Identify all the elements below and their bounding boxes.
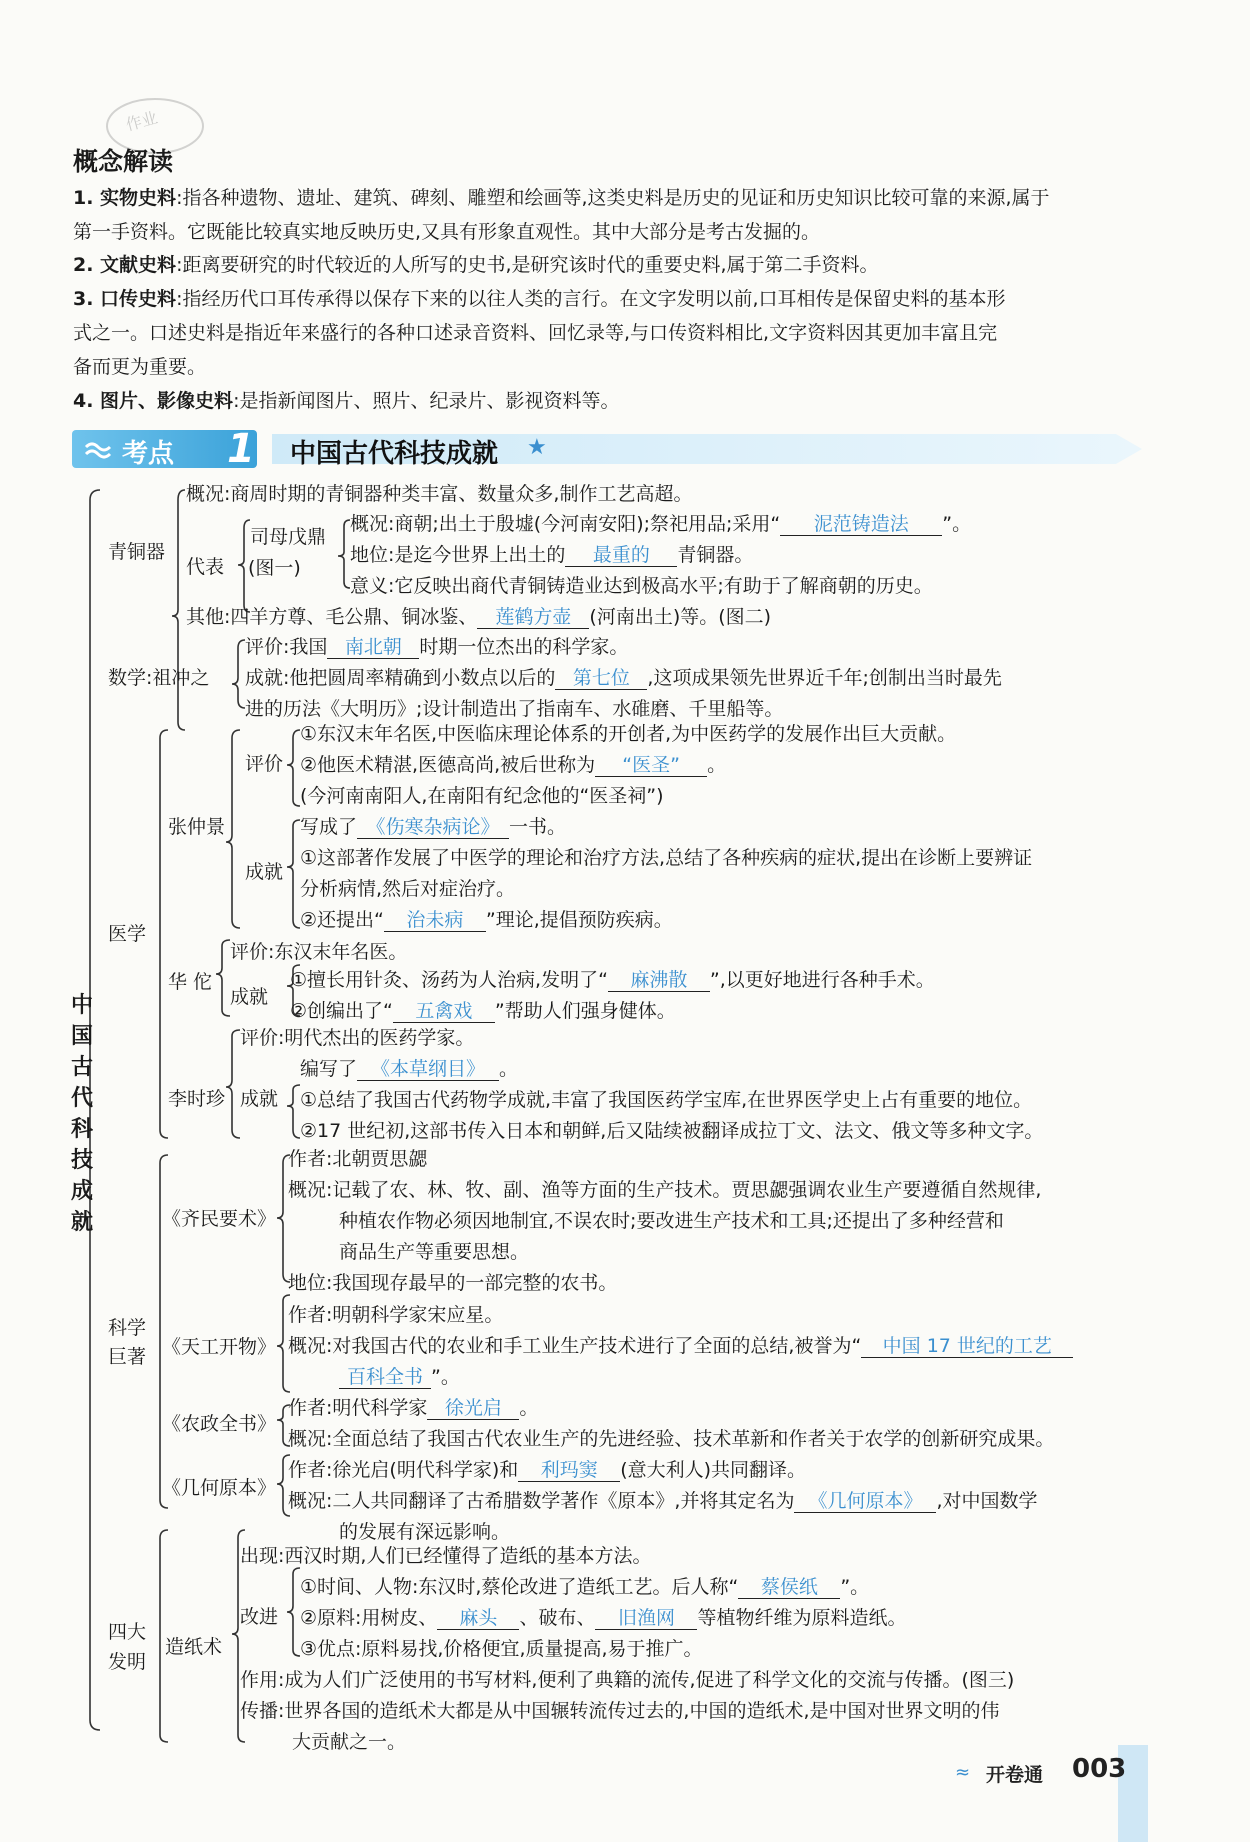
text: ”帮助人们强身健体。 — [494, 1000, 676, 1022]
text: ,这项成果领先世界近千年;创制出当时最先 — [647, 667, 1002, 689]
answer-blank: 最重的 — [565, 544, 677, 567]
answer-blank: 《伤寒杂病论》 — [357, 816, 509, 839]
concept-text: :是指新闻图片、照片、纪录片、影视资料等。 — [233, 390, 620, 412]
qimin-name: 《齐民要术》 — [162, 1208, 277, 1230]
bronze-other — [186, 605, 771, 629]
qimin-status: 地位:我国现存最早的一部完整的农书。 — [288, 1272, 618, 1294]
paper-spread-2: 大贡献之一。 — [292, 1731, 407, 1753]
answer-blank: 《本草纲目》 — [357, 1058, 499, 1081]
bronze-overview: 概况:商周时期的青铜器种类丰富、数量众多,制作工艺高超。 — [186, 483, 693, 505]
bronze-meaning: 意义:它反映出商代青铜铸造业达到极高水平;有助于了解商朝的历史。 — [350, 575, 933, 597]
paper-improve-3: ③优点:原料易找,价格便宜,质量提高,易于推广。 — [300, 1638, 703, 1660]
answer-blank: 利玛窦 — [518, 1459, 620, 1482]
svg-text:作业: 作业 — [123, 107, 160, 135]
page-number: 003 — [1072, 1754, 1127, 1784]
text: 其他:四羊方尊、毛公鼎、铜冰鉴、 — [186, 606, 478, 628]
banner-number: 1 — [227, 426, 255, 472]
text: 成就:他把圆周率精确到小数点以后的 — [245, 667, 556, 689]
hua-ach-1 — [290, 968, 935, 992]
li-ach-1: ①总结了我国古代药物学成就,丰富了我国医药学宝库,在世界医学史上占有重要的地位。 — [300, 1089, 1033, 1111]
answer-blank: “医圣” — [595, 754, 707, 777]
nongzheng-overview: 概况:全面总结了我国古代农业生产的先进经验、技术革新和作者关于农学的创新研究成果。 — [288, 1428, 1055, 1450]
jihe-overview-2: 的发展有深远影响。 — [339, 1521, 511, 1543]
answer-blank: 莲鹤方壶 — [477, 606, 589, 629]
paper-improve-2 — [300, 1606, 906, 1630]
text: 。 — [707, 754, 727, 776]
zhang-ach-0 — [300, 815, 566, 839]
tiangong-author: 作者:明朝科学家宋应星。 — [288, 1304, 504, 1326]
answer-blank: 治未病 — [384, 909, 486, 932]
text: 评价:我国 — [245, 636, 328, 658]
jihe-overview — [288, 1489, 1038, 1513]
text: ②还提出“ — [300, 909, 384, 931]
text: ②他医术精湛,医德高尚,被后世称为 — [300, 754, 596, 776]
text: 概况:商朝;出土于殷墟(今河南安阳);祭祀用品;采用“ — [350, 513, 781, 535]
text: ”,以更好地进行各种手术。 — [709, 969, 935, 991]
text: 写成了 — [300, 816, 358, 838]
math-achievement-line2: 进的历法《大明历》;设计制造出了指南车、水碓磨、千里船等。 — [245, 698, 784, 720]
tiangong-overview-2 — [339, 1365, 460, 1389]
text: ”。 — [942, 513, 972, 535]
hua-eval: 评价:东汉末年名医。 — [230, 941, 408, 963]
text: ,对中国数学 — [936, 1490, 1038, 1512]
text: 时期一位杰出的科学家。 — [419, 636, 629, 658]
text: 。 — [519, 1397, 539, 1419]
concept-term: 1. 实物史料 — [73, 187, 177, 209]
bronze-item-name: 司母戊鼎 — [250, 526, 327, 548]
jihe-author — [288, 1458, 806, 1482]
paper-improve-label: 改进 — [240, 1606, 279, 1628]
answer-blank: 五禽戏 — [393, 1000, 495, 1023]
jihe-name: 《几何原本》 — [162, 1477, 277, 1499]
banner-title: 中国古代科技成就 — [290, 439, 499, 469]
zhang-eval-label: 评价 — [245, 753, 284, 775]
text: 概况:对我国古代的农业和手工业生产技术进行了全面的总结,被誉为“ — [288, 1335, 862, 1357]
li-ach-2: ②17 世纪初,这部书传入日本和朝鲜,后又陆续被翻译成拉丁文、法文、俄文等多种文字。 — [300, 1120, 1044, 1142]
text: 作者:明代科学家 — [288, 1397, 428, 1419]
zhang-eval-1: ①东汉末年名医,中医临床理论体系的开创者,为中医药学的发展作出巨大贡献。 — [300, 723, 957, 745]
qimin-author: 作者:北朝贾思勰 — [288, 1148, 428, 1170]
text: 作者:徐光启(明代科学家)和 — [288, 1459, 519, 1481]
bronze-overview2 — [350, 512, 971, 536]
text: (意大利人)共同翻译。 — [620, 1459, 807, 1481]
qimin-overview-1: 概况:记载了农、林、牧、副、渔等方面的生产技术。贾思勰强调农业生产要遵循自然规律, — [288, 1179, 1042, 1201]
zhang-ach-1: ①这部著作发展了中医学的理论和治疗方法,总结了各种疾病的症状,提出在诊断上要辨证 — [300, 847, 1033, 869]
inventions-label-1: 四大 — [108, 1621, 147, 1643]
concept-text: :指各种遗物、遗址、建筑、碑刻、雕塑和绘画等,这类史料是历史的见证和历史知识比较可靠的来源,属于 — [176, 187, 1050, 209]
text: 、破布、 — [519, 1607, 596, 1629]
medicine-label: 医学 — [108, 923, 147, 945]
li-eval: 评价:明代杰出的医药学家。 — [240, 1027, 475, 1049]
concept-term: 3. 口传史料 — [73, 288, 177, 310]
text: ②原料:用树皮、 — [300, 1607, 438, 1629]
paper-name: 造纸术 — [165, 1636, 223, 1658]
concept-text: 式之一。口述史料是指近年来盛行的各种口述录音资料、回忆录等,与口传资料相比,文字资料因其更加丰富且完 — [73, 322, 998, 344]
text: ”。 — [840, 1576, 870, 1598]
vertical-title: 中国古代科技成就 — [70, 993, 93, 1235]
text: ①时间、人物:东汉时,蔡伦改进了造纸工艺。后人称“ — [300, 1576, 739, 1598]
text: 一书。 — [509, 816, 567, 838]
concept-item-2 — [73, 253, 879, 277]
hua-ach-label: 成就 — [230, 986, 269, 1008]
works-label-1: 科学 — [108, 1317, 147, 1339]
text: 概况:二人共同翻译了古希腊数学著作《原本》,并将其定名为 — [288, 1490, 795, 1512]
star-icon: ★ — [527, 435, 547, 460]
answer-blank: 中国 17 世纪的工艺 — [861, 1335, 1073, 1358]
answer-blank: 第七位 — [555, 667, 647, 690]
li-ach-label: 成就 — [240, 1088, 279, 1110]
qimin-overview-3: 商品生产等重要思想。 — [339, 1241, 530, 1263]
section-banner — [72, 426, 1162, 472]
hua-ach-2 — [290, 999, 676, 1023]
tiangong-name: 《天工开物》 — [162, 1336, 277, 1358]
answer-blank: 百科全书 — [339, 1366, 431, 1389]
zhang-ach-1b: 分析病情,然后对症治疗。 — [300, 878, 516, 900]
bronze-rep-label: 代表 — [186, 556, 225, 578]
qimin-overview-2: 种植农作物必须因地制宜,不误农时;要改进生产技术和工具;还提出了多种经营和 — [339, 1210, 1004, 1232]
paper-use: 作用:成为人们广泛使用的书写材料,便利了典籍的流传,促进了科学文化的交流与传播。(图三) — [240, 1669, 1015, 1691]
brand-icon: ≈ — [955, 1762, 971, 1783]
bronze-item-fig: (图一) — [248, 557, 301, 579]
text: ”理论,提倡预防疾病。 — [485, 909, 673, 931]
zhang-ach-2 — [300, 908, 673, 932]
text: ②创编出了“ — [290, 1000, 393, 1022]
nongzheng-author — [288, 1396, 538, 1420]
hua-name: 华 佗 — [168, 971, 213, 993]
concepts-heading: 概念解读 — [73, 147, 174, 176]
footer-brand: 开卷通 — [986, 1764, 1044, 1786]
works-label-2: 巨著 — [108, 1346, 147, 1368]
zhang-ach-label: 成就 — [245, 861, 284, 883]
zhang-eval-3: (今河南南阳人,在南阳有纪念他的“医圣祠”) — [300, 785, 664, 807]
answer-blank: 《几何原本》 — [794, 1490, 936, 1513]
zhang-eval-2 — [300, 753, 726, 777]
text: 地位:是迄今世界上出土的 — [350, 544, 566, 566]
answer-blank: 蔡侯纸 — [738, 1576, 840, 1599]
zhang-name: 张仲景 — [168, 816, 226, 838]
concept-text: :距离要研究的时代较近的人所写的史书,是研究该时代的重要史料,属于第二手资料。 — [176, 254, 879, 276]
paper-spread-1: 传播:世界各国的造纸术大都是从中国辗转流传过去的,中国的造纸术,是中国对世界文明的伟 — [240, 1700, 1000, 1722]
math-achievement — [245, 666, 1002, 690]
answer-blank: 麻沸散 — [608, 969, 710, 992]
concept-text: :指经历代口耳传承得以保存下来的以往人类的言行。在文字发明以前,口耳相传是保留史料的基本形 — [176, 288, 1006, 310]
paper-appear: 出现:西汉时期,人们已经懂得了造纸的基本方法。 — [240, 1545, 652, 1567]
banner-tag: 考点 — [122, 439, 175, 469]
text: 编写了 — [300, 1058, 358, 1080]
math-eval — [245, 635, 628, 659]
answer-blank: 徐光启 — [427, 1397, 519, 1420]
answer-blank: 泥范铸造法 — [780, 513, 942, 536]
concept-text: 第一手资料。它既能比较真实地反映历史,又具有形象直观性。其中大部分是考古发掘的。 — [73, 221, 821, 243]
answer-blank: 旧渔网 — [595, 1607, 697, 1630]
inventions-label-2: 发明 — [108, 1651, 147, 1673]
concept-term: 4. 图片、影像史料 — [73, 390, 234, 412]
text: 。 — [499, 1058, 519, 1080]
concept-term: 2. 文献史料 — [73, 254, 177, 276]
concept-text: 备而更为重要。 — [73, 356, 207, 378]
li-name: 李时珍 — [168, 1088, 226, 1110]
wave-icon — [84, 439, 114, 459]
text: 等植物纤维为原料造纸。 — [697, 1607, 907, 1629]
li-ach-0 — [300, 1057, 518, 1081]
answer-blank: 麻头 — [437, 1607, 519, 1630]
bronze-label: 青铜器 — [108, 541, 166, 563]
concept-item-1 — [73, 186, 1050, 210]
text: ①擅长用针灸、汤药为人治病,发明了“ — [290, 969, 608, 991]
text: 青铜器。 — [677, 544, 754, 566]
tiangong-overview — [288, 1334, 1073, 1358]
paper-improve-1 — [300, 1575, 869, 1599]
bronze-status — [350, 543, 753, 567]
nongzheng-name: 《农政全书》 — [162, 1413, 277, 1435]
math-label: 数学:祖冲之 — [108, 667, 210, 689]
concept-item-4 — [73, 389, 619, 413]
concept-item-3 — [73, 287, 1006, 311]
text: (河南出土)等。(图二) — [589, 606, 772, 628]
answer-blank: 南北朝 — [327, 636, 419, 659]
text: ”。 — [431, 1366, 460, 1388]
